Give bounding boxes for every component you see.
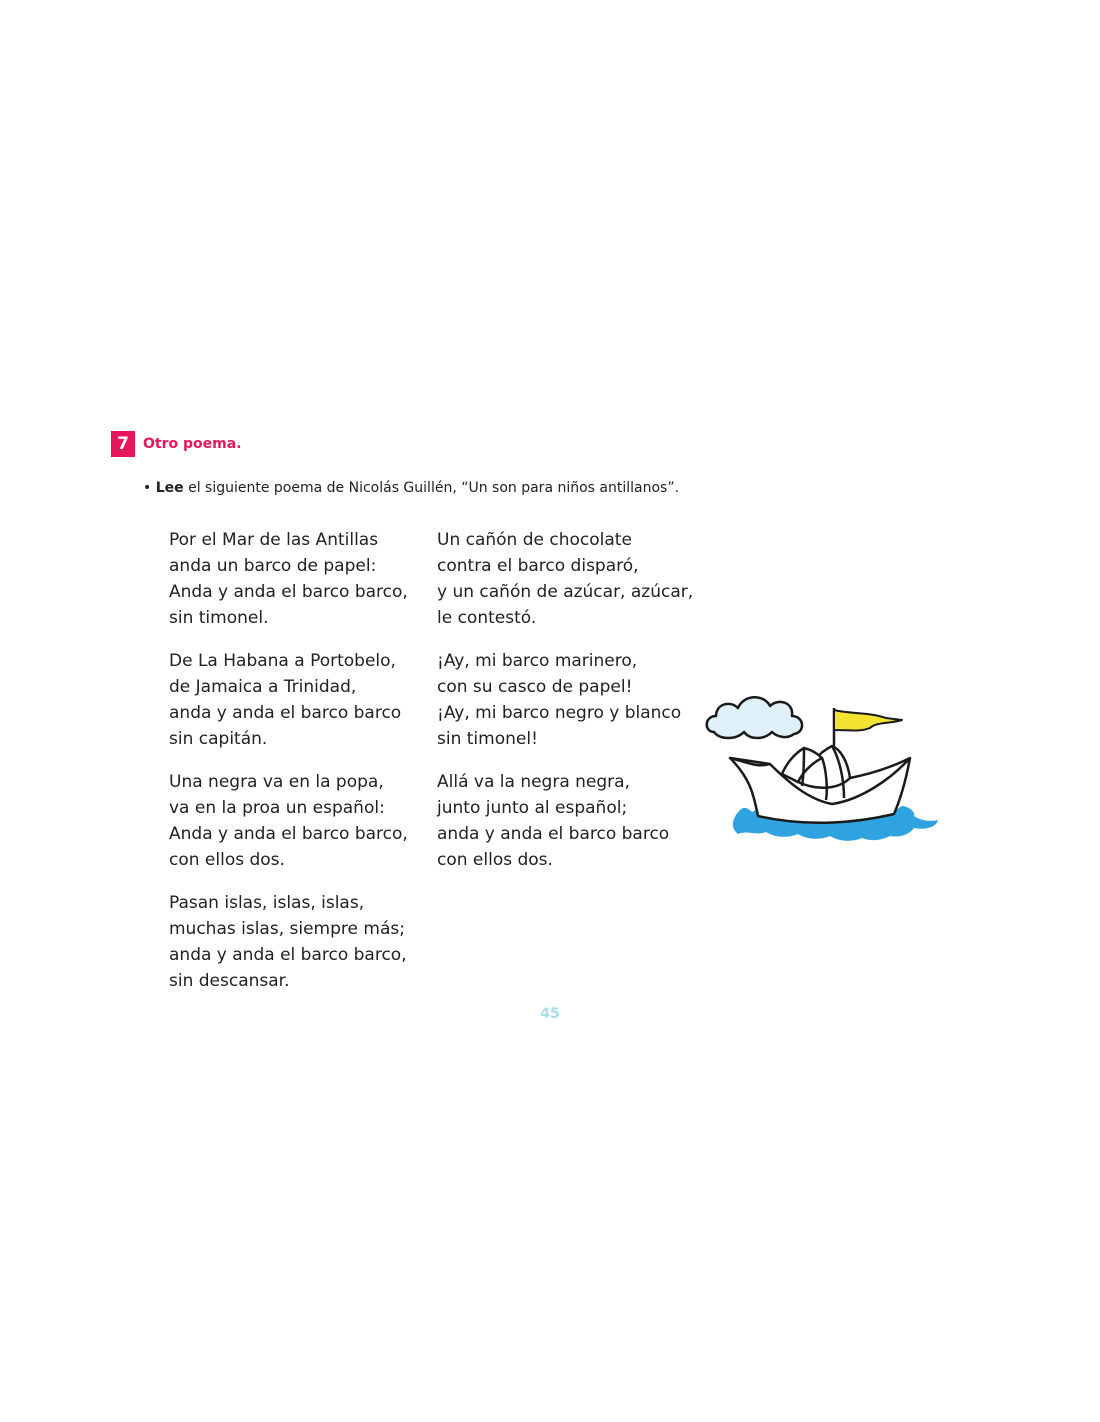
poem-line: ¡Ay, mi barco marinero, — [437, 651, 638, 671]
poem-line: Allá va la negra negra, — [437, 772, 630, 792]
poem-line: contra el barco disparó, — [437, 556, 639, 576]
stanza — [169, 890, 408, 994]
poem-line: Un cañón de chocolate — [437, 530, 632, 550]
poem-column-left — [169, 527, 408, 1011]
cloud-icon — [707, 697, 802, 738]
poem-line: sin capitán. — [169, 729, 268, 749]
poem-line: anda y anda el barco barco — [437, 824, 670, 844]
poem-column-right — [437, 527, 693, 890]
bullet: • — [143, 480, 152, 496]
poem-line: con ellos dos. — [169, 850, 285, 870]
poem-line: muchas islas, siempre más; — [169, 919, 405, 939]
poem-line: ¡Ay, mi barco negro y blanco — [437, 703, 682, 723]
poem-line: va en la proa un español: — [169, 798, 385, 818]
stanza — [437, 648, 693, 752]
page-number: 45 — [540, 1006, 560, 1022]
poem-line: con ellos dos. — [437, 850, 553, 870]
poem-line: anda y anda el barco barco, — [169, 945, 407, 965]
poem-line: sin descansar. — [169, 971, 290, 991]
exercise-number-badge: 7 — [111, 431, 135, 457]
exercise-header — [111, 431, 241, 457]
stanza — [437, 527, 693, 631]
poem-line: sin timonel! — [437, 729, 538, 749]
instruction-text: el siguiente poema de Nicolás Guillén, “Un son para niños antillanos”. — [183, 480, 680, 496]
poem-line: Pasan islas, islas, islas, — [169, 893, 365, 913]
poem-line: le contestó. — [437, 608, 537, 628]
poem-line: sin timonel. — [169, 608, 269, 628]
stanza — [169, 527, 408, 631]
flag-icon — [834, 708, 902, 750]
stanza — [437, 769, 693, 873]
instruction — [143, 480, 679, 496]
stanza — [169, 648, 408, 752]
poem-line: y un cañón de azúcar, azúcar, — [437, 582, 694, 602]
poem-line: Anda y anda el barco barco, — [169, 582, 408, 602]
exercise-title: Otro poema. — [143, 436, 242, 452]
stanza — [169, 769, 408, 873]
poem-line: junto junto al español; — [437, 798, 628, 818]
poem-line: anda y anda el barco barco — [169, 703, 402, 723]
poem-line: de Jamaica a Trinidad, — [169, 677, 357, 697]
poem-line: Anda y anda el barco barco, — [169, 824, 408, 844]
paper-boat-icon — [730, 746, 910, 823]
poem-line: De La Habana a Portobelo, — [169, 651, 396, 671]
poem-line: Una negra va en la popa, — [169, 772, 384, 792]
paper-boat-illustration — [700, 688, 945, 853]
poem-line: Por el Mar de las Antillas — [169, 530, 379, 550]
instruction-verb: Lee — [155, 480, 184, 496]
poem-line: con su casco de papel! — [437, 677, 633, 697]
poem-line: anda un barco de papel: — [169, 556, 377, 576]
